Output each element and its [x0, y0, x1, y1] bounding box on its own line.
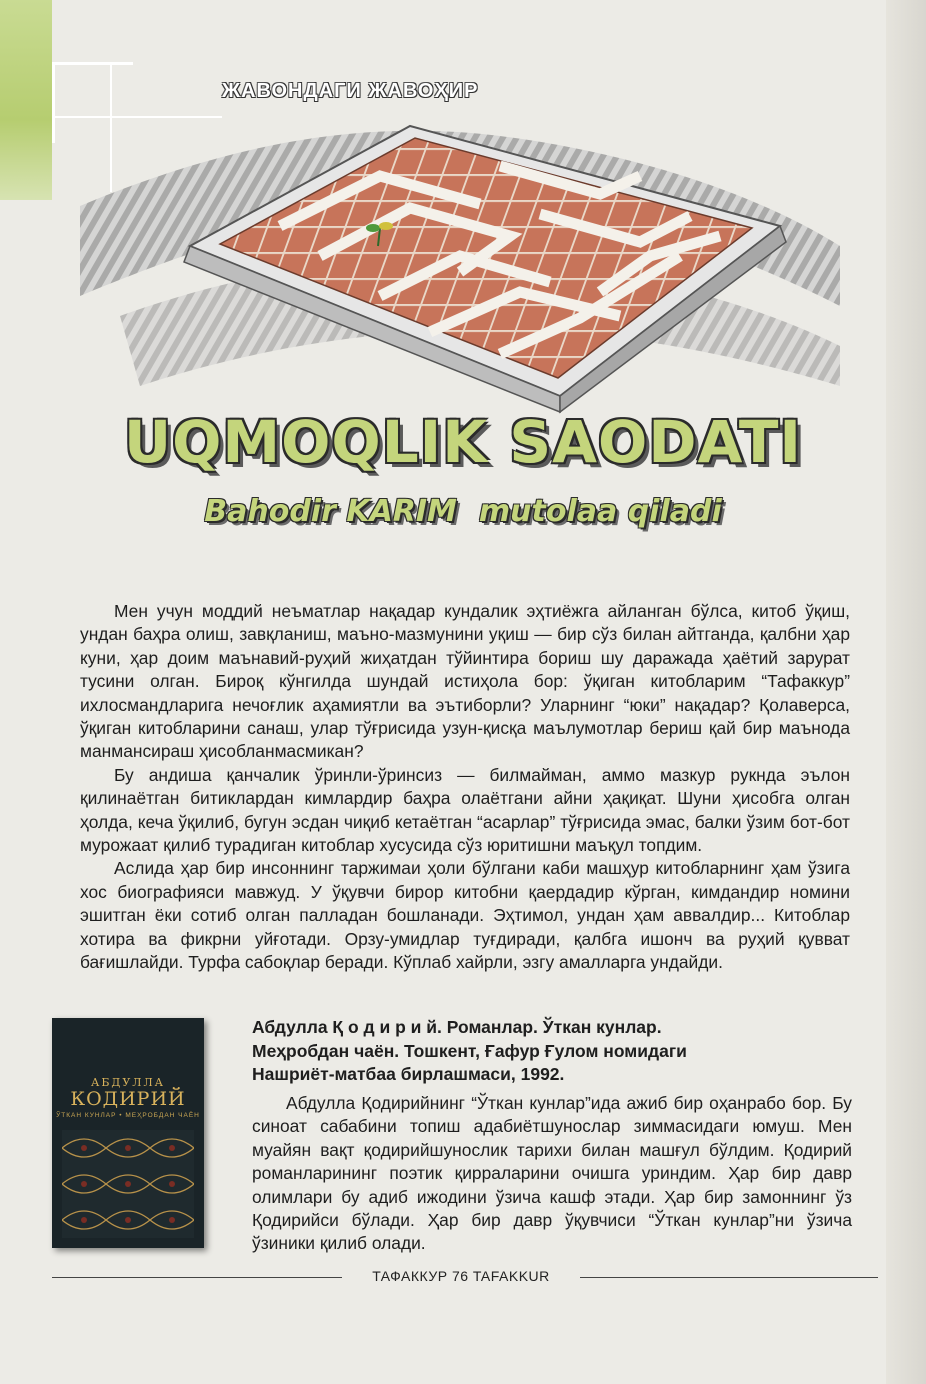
book-paragraph: Абдулла Қодирийнинг “Ўткан кунлар”ида ажиб бир оҳанрабо бор. Бу синоат сабабини топиш адабиётшунослар зиммасидаги юмуш. Мен муайян вақт қодирийшунослик тарихи билан машғул бўлдим. Қодирий романларининг поэтик қирраларини очишга уриндим. Ҳар бир давр олимлари бу адиб ижодини ўзича кашф этади. Ҳар бир замоннинг ўз Қодирийси бўлади. Ҳар бир давр ўқувчиси “Ўткан кунлар”ни ўзича ўзиники қилиб олади. [252, 1093, 852, 1254]
page-edge [886, 0, 926, 1384]
book-review [252, 1092, 852, 1256]
page-footer [52, 1266, 878, 1290]
article-subtitle [0, 494, 926, 529]
subtitle-author: Bahodir KARIM [204, 494, 457, 529]
footer-rule [580, 1277, 878, 1278]
cover-ornament [62, 1130, 194, 1238]
subtitle-action: mutolaa qiladi [478, 494, 722, 529]
body-paragraph: Бу андиша қанчалик ўринли-ўринсиз — билмайман, аммо мазкур рукнда эълон қилинаётган битиклардан кимлардир баҳра олаётгани айни ҳақиқат. Шуни ҳисобга олган ҳолда, кеча ўқилиб, бугун эсдан чиқиб кетаётган “асарлар” тўғрисида эмас, балки ўзим бот-бот мурожаат қилиб турадиган китоблар хусусида сўз юритишни маъқул топдим. [80, 764, 850, 856]
book-cover-image [52, 1018, 204, 1248]
corner-green-block [0, 0, 52, 200]
body-paragraph: Мен учун моддий неъматлар нақадар кундалик эҳтиёжга айланган бўлса, китоб ўқиш, ундан баҳра олиш, завқланиш, маъно-мазмунини уқиш — бир сўз билан айтганда, қалбни ҳар куни, ҳар доим маънавий-руҳий жиҳатдан тўйинтира бориш шу даражада ҳаётий зарурат тусини олган. Бироқ кўнгилда шундай истиҳола бор: ўқиган китобларим “Тафаккур” ихлосмандларига нечоғлик аҳамиятли ва эътиборли? Уларнинг “юки” нақадар? Қолаверса, ўқиган китобларини санаш, улар тўғрисида узун-қисқа маълумотлар бериш қай бир маънода манмансираш ҳисобланмасмикан? [80, 601, 850, 762]
article-body [80, 600, 850, 975]
section-rubric: ЖАВОНДАГИ ЖАВОҲИР [222, 80, 479, 102]
cover-title: ЎТКАН КУНЛАР • МЕҲРОБДАН ЧАЁН [56, 1112, 200, 1119]
footer-rule [52, 1277, 342, 1278]
maze-book-illustration [80, 96, 840, 416]
footer-label: ТАФАККУР 76 TAFAKKUR [372, 1268, 550, 1284]
biblio-line: Нашриёт-матбаа бирлашмаси, 1992. [252, 1064, 565, 1084]
biblio-line: Абдулла Қ о д и р и й. Романлар. Ўткан кунлар. [252, 1017, 662, 1037]
body-paragraph: Аслида ҳар бир инсоннинг таржимаи ҳоли бўлгани каби машҳур китобларнинг ҳам ўзига хос биографияси мавжуд. У ўқувчи бирор китобни қаердадир кўрган, кимдандир номини эшитган ёки сотиб олган палладан бошланади. Эҳтимол, ундан ҳам аввалдир... Китоблар хотира ва фикрни уйғотади. Орзу-умидлар туғдиради, қалбга ишонч ва руҳий қувват бағишлайди. Турфа сабоқлар беради. Кўплаб хайрли, эзгу амалларга ундайди. [80, 858, 850, 973]
cover-author-small: АБДУЛЛА [91, 1076, 165, 1089]
book-bibliography [252, 1016, 852, 1087]
article-title: UQMOQLIK SAODATI [123, 408, 803, 476]
biblio-line: Меҳробдан чаён. Тошкент, Ғафур Ғулом номидаги [252, 1040, 687, 1061]
cover-author-big: КОДИРИЙ [70, 1088, 186, 1110]
